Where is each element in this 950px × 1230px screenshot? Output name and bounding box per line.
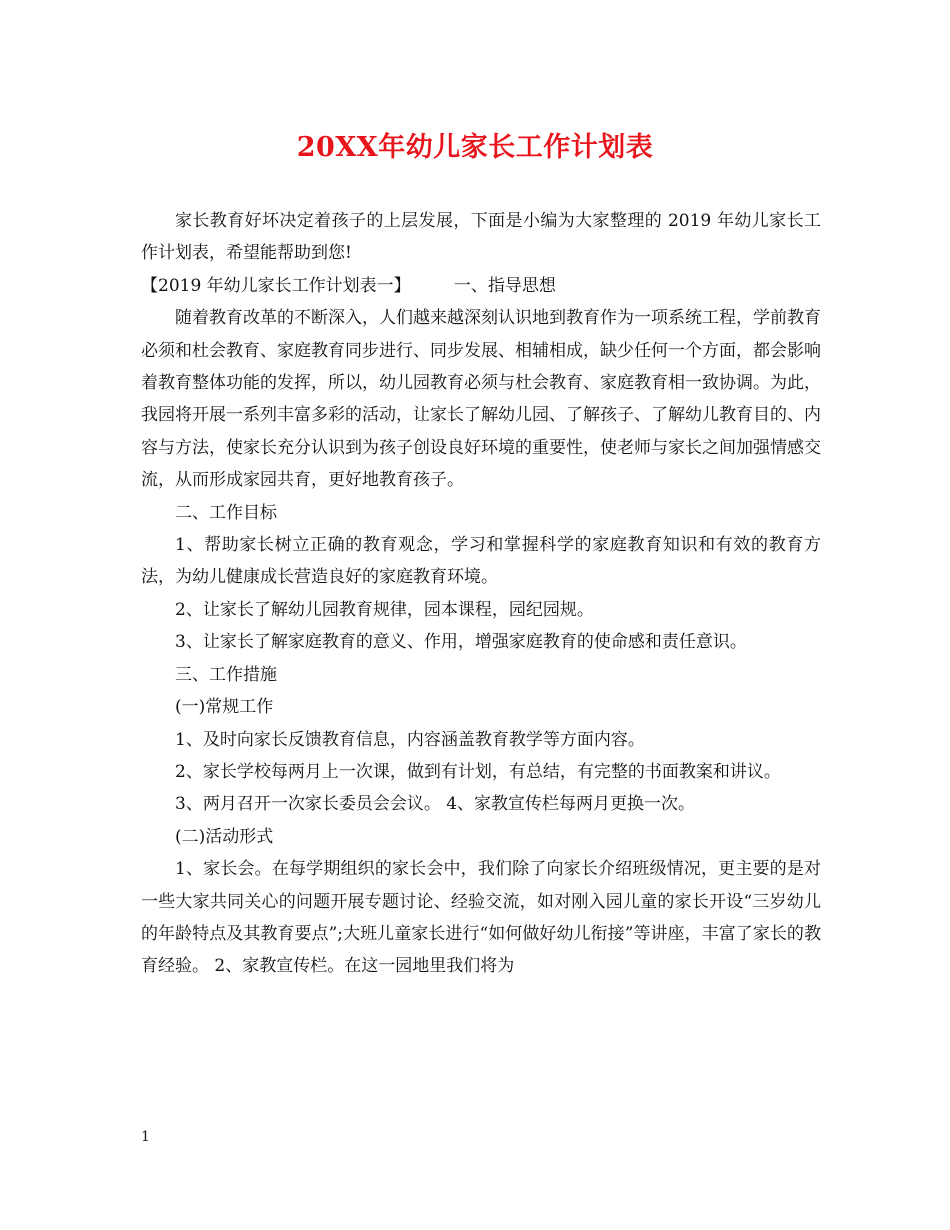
routine-item-2: 2、家长学校每两月上一次课，做到有计划，有总结，有完整的书面教案和讲议。 [175,761,781,782]
plan-heading-line: 【2019 年幼儿家长工作计划表一】 一、指导思想 [141,275,556,296]
section-heading-goals: 二、工作目标 [175,502,277,523]
activity-item-1: 1、家长会。在每学期组织的家长会中，我们除了向家长介绍班级情况，更主要的是对一些大家共同关心的问题开展专题讨论、经验交流，如对刚入园儿童的家长开设“三岁幼儿的年龄特点及其教育要点”;大班儿童家长进行“如何做好幼儿衔接”等讲座，丰富了家长的教育经验。 2、家教宣传栏。在这一园地里我们将为 [141,859,821,977]
subsection-heading-activities: (二)活动形式 [175,826,274,847]
goal-item-2: 2、让家长了解幼儿园教育规律，园本课程，园纪园规。 [175,599,594,620]
subsection-heading-routine: (一)常规工作 [175,697,274,718]
guiding-ideology-paragraph: 随着教育改革的不断深入，人们越来越深刻认识地到教育作为一项系统工程，学前教育必须和杜会教育、家庭教育同步进行、同步发展、相辅相成，缺少任何一个方面，都会影响着教育整体功能的发挥，所以，幼儿园教育必须与杜会教育、家庭教育相一致协调。为此，我园将开展一系列丰富多彩的活动，让家长了解幼儿园、了解孩子、了解幼儿教育目的、内容与方法，使家长充分认识到为孩子创设良好环境的重要性，使老师与家长之间加强情感交流，从而形成家园共育，更好地教育孩子。 [141,308,821,491]
goal-item-3: 3、让家长了解家庭教育的意义、作用，增强家庭教育的使命感和责任意识。 [175,632,747,653]
section-heading-measures: 三、工作措施 [175,664,277,685]
document-body [141,205,821,983]
page-number: 1 [141,1129,150,1145]
routine-item-3-4: 3、两月召开一次家长委员会会议。 4、家教宣传栏每两月更换一次。 [175,794,696,815]
document-title: 20XX年幼儿家长工作计划表 [296,132,654,163]
goal-item-1: 1、帮助家长树立正确的教育观念，学习和掌握科学的家庭教育知识和有效的教育方法，为幼儿健康成长营造良好的家庭教育环境。 [141,535,821,588]
intro-paragraph: 家长教育好坏决定着孩子的上层发展，下面是小编为大家整理的 2019 年幼儿家长工作计划表，希望能帮助到您! [141,211,821,264]
routine-item-1: 1、及时向家长反馈教育信息，内容涵盖教育教学等方面内容。 [175,729,645,750]
